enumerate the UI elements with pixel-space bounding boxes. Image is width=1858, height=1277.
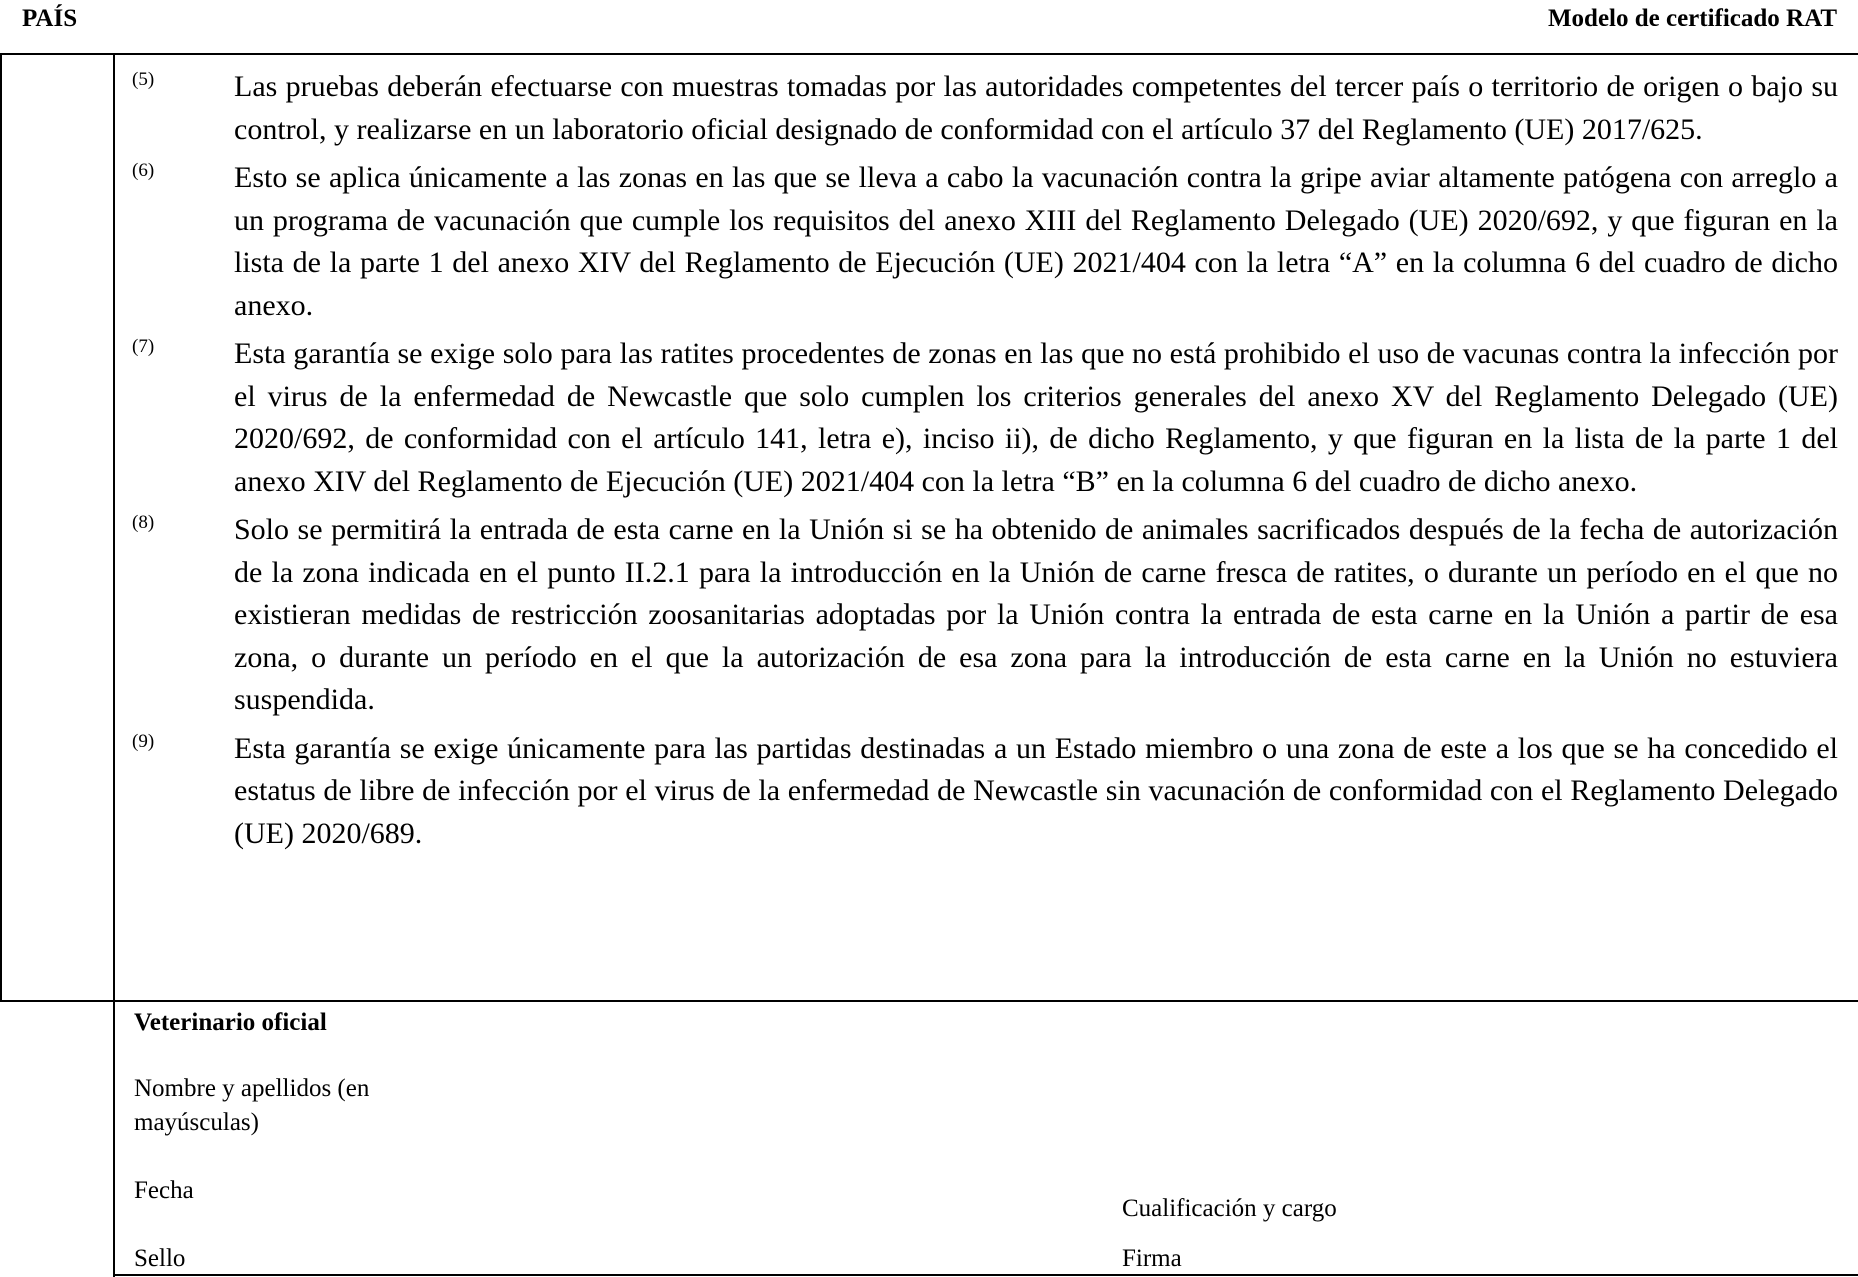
seal-label: Sello (134, 1245, 186, 1272)
note-number: (8) (132, 512, 155, 533)
note-number: (5) (132, 69, 155, 90)
signature-label: Firma (1122, 1245, 1182, 1272)
note-item (132, 157, 1838, 327)
notes-list (132, 66, 1838, 861)
date-label: Fecha (134, 1177, 194, 1204)
signature-bottom-rule (113, 1274, 1858, 1276)
note-text: Esta garantía se exige únicamente para las partidas destinadas a un Estado miembro o una zona de este a los que se ha concedido el estatus de libre de infección por el virus de la enfermedad de Newcastle sin vacunación de conformidad con el Reglamento Delegado (UE) 2020/689. (234, 731, 1838, 850)
country-header: PAÍS (22, 5, 78, 32)
official-veterinarian-title: Veterinario oficial (134, 1009, 327, 1036)
note-text: Las pruebas deberán efectuarse con muestras tomadas por las autoridades competentes del tercer país o territorio de origen o bajo su control, y realizarse en un laboratorio oficial designado de conformidad con el artículo 37 del Reglamento (UE) 2017/625. (234, 70, 1838, 146)
note-text: Esto se aplica únicamente a las zonas en las que se lleva a cabo la vacunación contra la gripe aviar altamente patógena con arreglo a un programa de vacunación que cumple los requisitos del anexo XIII del Reglamento Delegado (UE) 2020/692, y que figuran en la lista de la parte 1 del anexo XIV del Reglamento de Ejecución (UE) 2021/404 con la letra “A” en la columna 6 del cuadro de dicho anexo. (234, 161, 1838, 322)
note-text: Solo se permitirá la entrada de esta carne en la Unión si se ha obtenido de animales sacrificados después de la fecha de autorización de la zona indicada en el punto II.2.1 para la introducción en la Unión de carne fresca de ratites, o durante un período en el que no existieran medidas de restricción zoosanitarias adoptadas por la Unión contra la entrada de esta carne en la Unión a partir de esa zona, o durante un período en el que la autorización de esa zona para la introducción de esta carne en la Unión no estuviera suspendida. (234, 513, 1838, 716)
note-item (132, 333, 1838, 503)
certificate-model-header: Modelo de certificado RAT (1547, 5, 1837, 32)
qualification-label: Cualificación y cargo (1122, 1195, 1337, 1222)
left-margin-divider (113, 53, 115, 1277)
note-text: Esta garantía se exige solo para las ratites procedentes de zonas en las que no está prohibido el uso de vacunas contra la infección por el virus de la enfermedad de Newcastle que solo cumplen los criterios generales del anexo XV del Reglamento Delegado (UE) 2020/692, de conformidad con el artículo 141, letra e), inciso ii), de dicho Reglamento, y que figuran en la lista de la parte 1 del anexo XIV del Reglamento de Ejecución (UE) 2021/404 con la letra “B” en la columna 6 del cuadro de dicho anexo. (234, 337, 1838, 498)
note-item (132, 728, 1838, 856)
note-number: (9) (132, 730, 155, 752)
note-number: (7) (132, 336, 155, 357)
note-item (132, 66, 1838, 151)
note-number: (6) (132, 160, 155, 181)
name-label: Nombre y apellidos (en mayúsculas) (134, 1075, 370, 1136)
note-item (132, 509, 1838, 722)
